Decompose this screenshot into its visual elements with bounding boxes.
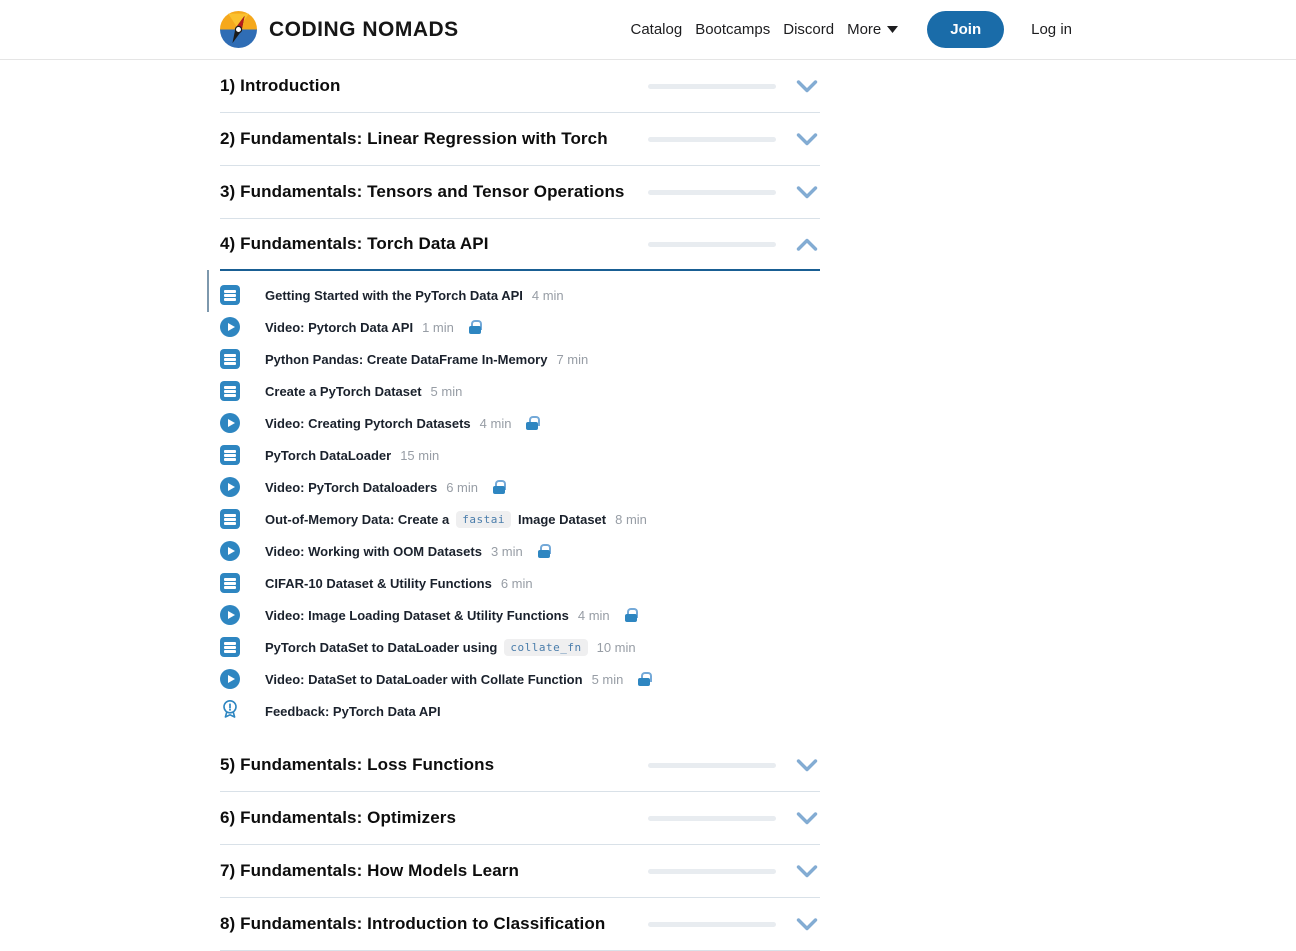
lesson-duration: 3 min bbox=[490, 543, 523, 559]
section-torch-data-api bbox=[220, 219, 820, 739]
nav-catalog[interactable]: Catalog bbox=[630, 21, 683, 38]
lesson-title: Video: Working with OOM Datasets bbox=[265, 543, 482, 559]
brand-name: CODING NOMADS bbox=[269, 17, 459, 41]
progress-bar bbox=[648, 190, 776, 195]
lesson-title: Feedback: PyTorch Data API bbox=[265, 703, 441, 719]
lesson-title: Out-of-Memory Data: Create a bbox=[265, 511, 450, 527]
lesson-duration: 10 min bbox=[596, 639, 636, 655]
section-optimizers bbox=[220, 792, 820, 845]
lock-icon bbox=[469, 320, 481, 334]
progress-bar bbox=[648, 137, 776, 142]
lesson-row[interactable] bbox=[220, 631, 820, 663]
scrollbar-thumb[interactable] bbox=[207, 270, 209, 312]
compass-logo-icon bbox=[220, 11, 257, 48]
lesson-title: Create a PyTorch Dataset bbox=[265, 383, 422, 399]
section-header[interactable] bbox=[220, 792, 820, 844]
code-chip: collate_fn bbox=[504, 639, 587, 656]
section-title: 8) Fundamentals: Introduction to Classification bbox=[220, 914, 606, 933]
video-play-icon bbox=[220, 669, 240, 689]
section-title: 2) Fundamentals: Linear Regression with Torch bbox=[220, 129, 608, 148]
section-introduction bbox=[220, 60, 820, 113]
login-link[interactable]: Log in bbox=[1031, 21, 1072, 38]
lesson-title: Video: Creating Pytorch Datasets bbox=[265, 415, 471, 431]
article-icon bbox=[220, 637, 240, 657]
chevron-down-icon bbox=[796, 133, 818, 146]
lesson-row[interactable] bbox=[220, 407, 820, 439]
lock-icon bbox=[638, 672, 650, 686]
lesson-row[interactable] bbox=[220, 279, 820, 311]
lesson-title: CIFAR-10 Dataset & Utility Functions bbox=[265, 575, 492, 591]
lesson-duration: 4 min bbox=[577, 607, 610, 623]
lesson-title: Getting Started with the PyTorch Data API bbox=[265, 287, 523, 303]
lesson-row[interactable] bbox=[220, 535, 820, 567]
section-intro-classification bbox=[220, 898, 820, 951]
section-header[interactable] bbox=[220, 898, 820, 950]
chevron-down-icon bbox=[796, 865, 818, 878]
lesson-duration: 4 min bbox=[531, 287, 564, 303]
article-icon bbox=[220, 349, 240, 369]
progress-bar bbox=[648, 816, 776, 821]
lesson-list bbox=[220, 271, 820, 739]
progress-bar bbox=[648, 84, 776, 89]
lesson-title: Video: Image Loading Dataset & Utility Functions bbox=[265, 607, 569, 623]
lesson-title: PyTorch DataLoader bbox=[265, 447, 392, 463]
lesson-row[interactable] bbox=[220, 343, 820, 375]
chevron-up-icon bbox=[796, 238, 818, 251]
section-header[interactable] bbox=[220, 60, 820, 112]
chevron-down-icon bbox=[796, 759, 818, 772]
lesson-row[interactable] bbox=[220, 695, 820, 727]
lock-icon bbox=[538, 544, 550, 558]
section-title: 4) Fundamentals: Torch Data API bbox=[220, 234, 489, 253]
code-chip: fastai bbox=[456, 511, 511, 528]
lesson-title-post: Image Dataset bbox=[517, 511, 607, 527]
lesson-row[interactable] bbox=[220, 599, 820, 631]
lesson-duration: 8 min bbox=[615, 511, 647, 527]
video-play-icon bbox=[220, 413, 240, 433]
lesson-row[interactable] bbox=[220, 471, 820, 503]
article-icon bbox=[220, 573, 240, 593]
article-icon bbox=[220, 509, 240, 529]
section-title: 1) Introduction bbox=[220, 76, 341, 95]
section-header[interactable] bbox=[220, 739, 820, 791]
section-tensors bbox=[220, 166, 820, 219]
lesson-title: Video: PyTorch Dataloaders bbox=[265, 479, 438, 495]
lock-icon bbox=[625, 608, 637, 622]
lesson-duration: 6 min bbox=[446, 479, 478, 495]
section-header[interactable] bbox=[220, 166, 820, 218]
lesson-row[interactable] bbox=[220, 503, 820, 535]
lesson-row[interactable] bbox=[220, 567, 820, 599]
feedback-badge-icon bbox=[220, 699, 240, 724]
lesson-duration: 7 min bbox=[556, 351, 589, 367]
lesson-row[interactable] bbox=[220, 439, 820, 471]
section-loss-functions bbox=[220, 739, 820, 792]
chevron-down-icon bbox=[796, 186, 818, 199]
section-linear-regression bbox=[220, 113, 820, 166]
progress-bar bbox=[648, 763, 776, 768]
chevron-down-icon bbox=[796, 918, 818, 931]
lesson-duration: 5 min bbox=[591, 671, 624, 687]
lesson-title: Video: Pytorch Data API bbox=[265, 319, 414, 335]
progress-bar bbox=[648, 242, 776, 247]
lesson-duration: 4 min bbox=[479, 415, 512, 431]
lesson-duration: 1 min bbox=[422, 319, 454, 335]
nav-bootcamps[interactable]: Bootcamps bbox=[695, 21, 771, 38]
progress-bar bbox=[648, 922, 776, 927]
lesson-duration: 6 min bbox=[500, 575, 533, 591]
lesson-title: Video: DataSet to DataLoader with Collate Function bbox=[265, 671, 583, 687]
section-title: 7) Fundamentals: How Models Learn bbox=[220, 861, 519, 880]
lesson-duration: 15 min bbox=[400, 447, 440, 463]
video-play-icon bbox=[220, 541, 240, 561]
caret-down-icon bbox=[887, 26, 898, 33]
lock-icon bbox=[493, 480, 505, 494]
section-how-models-learn bbox=[220, 845, 820, 898]
article-icon bbox=[220, 445, 240, 465]
brand-logo-link[interactable] bbox=[220, 11, 459, 48]
article-icon bbox=[220, 381, 240, 401]
section-title: 5) Fundamentals: Loss Functions bbox=[220, 755, 495, 774]
section-title: 3) Fundamentals: Tensors and Tensor Operations bbox=[220, 182, 625, 201]
section-title: 6) Fundamentals: Optimizers bbox=[220, 808, 457, 827]
nav-more-dropdown[interactable] bbox=[847, 21, 898, 38]
video-play-icon bbox=[220, 317, 240, 337]
lesson-row[interactable] bbox=[220, 375, 820, 407]
progress-bar bbox=[648, 869, 776, 874]
section-header[interactable] bbox=[220, 219, 820, 271]
lesson-title: PyTorch DataSet to DataLoader using bbox=[265, 639, 498, 655]
course-curriculum bbox=[220, 60, 820, 951]
lesson-duration: 5 min bbox=[430, 383, 463, 399]
lock-icon bbox=[526, 416, 538, 430]
chevron-down-icon bbox=[796, 80, 818, 93]
chevron-down-icon bbox=[796, 812, 818, 825]
section-header[interactable] bbox=[220, 845, 820, 897]
video-play-icon bbox=[220, 605, 240, 625]
site-header bbox=[0, 0, 1296, 60]
join-button[interactable]: Join bbox=[927, 11, 1004, 48]
lesson-row[interactable] bbox=[220, 663, 820, 695]
main-nav bbox=[630, 11, 1072, 48]
lesson-title: Python Pandas: Create DataFrame In-Memory bbox=[265, 351, 548, 367]
article-icon bbox=[220, 285, 240, 305]
section-header[interactable] bbox=[220, 113, 820, 165]
nav-more-label: More bbox=[847, 21, 882, 38]
video-play-icon bbox=[220, 477, 240, 497]
nav-discord[interactable]: Discord bbox=[783, 21, 835, 38]
lesson-row[interactable] bbox=[220, 311, 820, 343]
